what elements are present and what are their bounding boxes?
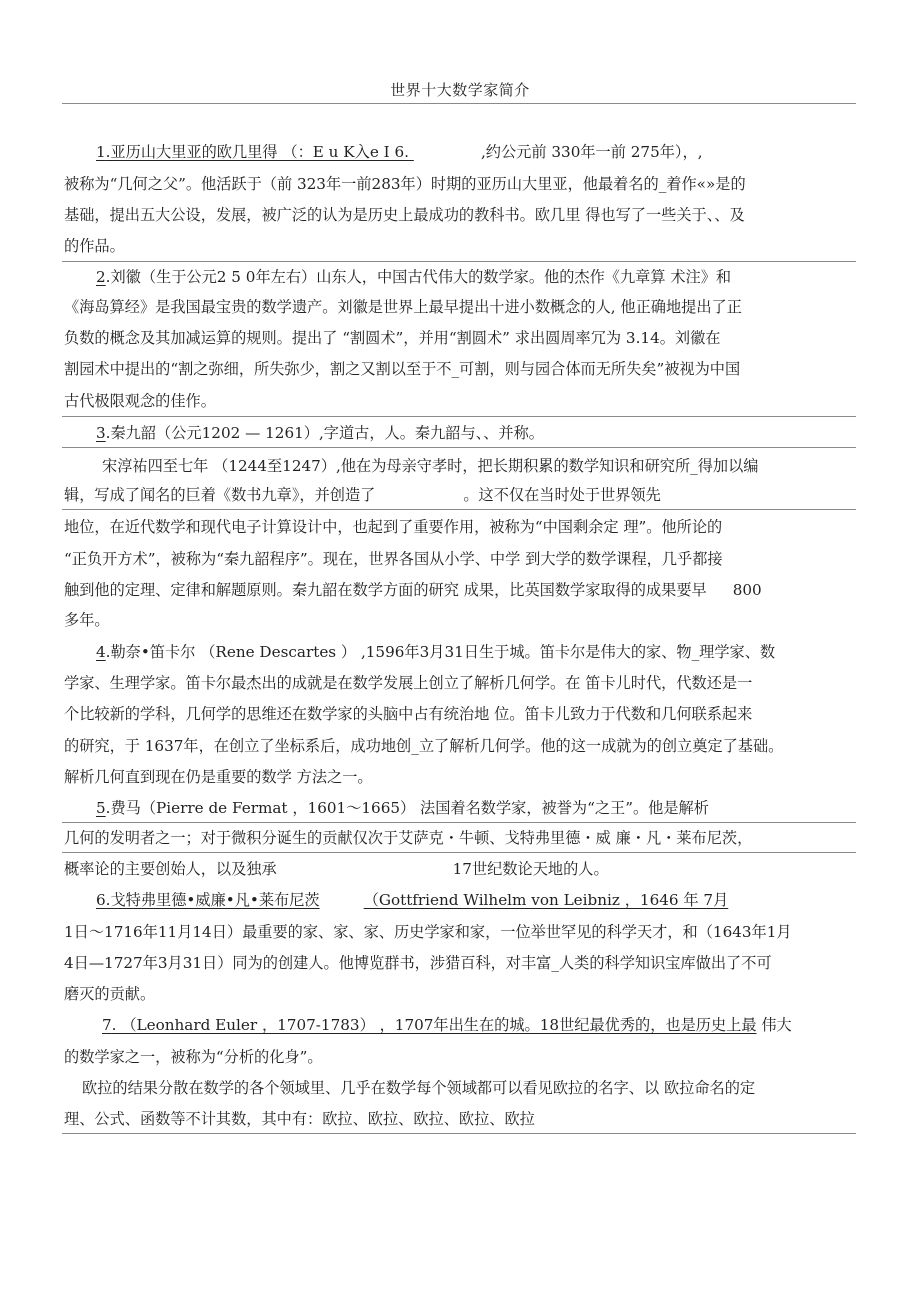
p1-line-2: 被称为“几何之父”。他活跃于（前 323年一前283年）时期的亚历山大里亚，他最着名的_着作«»是的 [64,175,746,193]
p2-line-4: 割园术中提出的“割之弥细，所失弥少，割之又割以至于不_可割，则与园合体而无所失矣”被视为中国 [64,360,741,378]
p1-line-4: 的作品。 [64,237,125,255]
p3-line-7: 多年。 [64,611,110,629]
p3-line-1-text: .秦九韶（公元1202 — 1261）,字道古，人。秦九韶与、、并称。 [105,424,544,442]
p3-line-3-tail: 。这不仅在当时处于世界领先 [463,486,661,504]
p7-line-4: 理、公式、函数等不计其数，其中有：欧拉、欧拉、欧拉、欧拉、欧拉 [64,1110,535,1128]
p3-line-6-number: 800 [732,581,762,599]
divider-7 [62,1133,856,1134]
p5-line-3-tail: 17世纪数论天地的人。 [452,860,609,878]
p7-line-1-text: . （Leonhard Euler ，1707-1783） ，1707年出生在的城。18世纪最优秀的，也是历史上最 [111,1016,757,1034]
p7-number: 7 [102,1016,112,1034]
p2-line-5: 古代极限观念的佳作。 [64,392,216,410]
p3-line-5: “正负开方术”，被称为“秦九韶程序”。现在，世界各国从小学、中学 到大学的数学课程，几乎都接 [64,550,723,568]
p7-line-2: 的数学家之一，被称为“分析的化身”。 [64,1048,323,1066]
p3-line-2: 宋淳祐四至七年 （1244至1247）,他在为母亲守孝时，把长期积累的数学知识和研究所_得加以编 [102,457,759,475]
divider-2 [62,416,856,417]
p5-line-3 [64,858,609,880]
divider-6 [62,852,856,853]
p3-line-6-text: 触到他的定理、定律和解题原则。秦九韶在数学方面的研究 成果，比英国数学家取得的成果要早 [64,581,707,599]
p6-line-1-latin: （Gottfriend Wilhelm von Leibniz ，1646 年 7月 [363,891,729,909]
p6-line-1-name: .戈特弗里德•威廉•凡•莱布尼茨 [105,891,320,909]
p1-line-3: 基础，提出五大公设，发展，被广泛的认为是历史上最成功的教科书。欧几里 得也写了一些关于、、及 [64,206,745,224]
divider-5 [62,822,856,823]
p5-line-1 [96,797,709,819]
p6-line-4: 磨灭的贡献。 [64,985,156,1003]
p1-line-1-dates: ,约公元前 330年一前 275年），, [480,143,703,161]
p1-number: 1 [96,143,106,161]
p4-number: 4 [96,643,106,661]
p7-line-3: 欧拉的结果分散在数学的各个领域里、几乎在数学每个领域都可以看见欧拉的名字、以 欧拉命名的定 [82,1079,756,1097]
p1-line-1 [96,141,703,163]
p4-line-2: 学家、生理学家。笛卡尔最杰出的成就是在数学发展上创立了解析几何学。在 笛卡儿时代，代数还是一 [64,674,753,692]
divider-4 [62,509,856,510]
p5-line-2: 几何的发明者之一；对于微积分诞生的贡献仅次于艾萨克・牛顿、戈特弗里德・威 廉・凡・莱布尼茨， [64,829,753,847]
divider-3 [62,447,856,448]
p6-line-1 [96,889,728,911]
p5-line-3-text: 概率论的主要创始人，以及独承 [64,860,277,878]
p3-line-3-text: 辑，写成了闻名的巨着《数书九章》，并创造了 [64,486,376,504]
p7-line-1-tail: 伟大 [756,1016,792,1034]
p6-line-2: 1日～1716年11月14日）最重要的家、家、家、历史学家和家，一位举世罕见的科学天才，和（1643年1月 [64,923,792,941]
p3-line-1 [96,422,544,444]
p2-line-1-text: .刘徽（生于公元2 5 0年左右）山东人，中国古代伟大的数学家。他的杰作《九章算 术注》和 [105,268,732,286]
p2-line-3: 负数的概念及其加减运算的规则。提出了 “割圆术”，并用“割圆术” 求出圆周率冗为 3.14。刘徽在 [64,329,721,347]
p3-line-6 [64,579,762,601]
p6-line-3: 4日—1727年3月31日）同为的创建人。他博览群书，涉猎百科，对丰富_人类的科学知识宝库做出了不可 [64,954,772,972]
divider-1 [62,261,856,262]
p4-line-1-text: .勒奈•笛卡尔 （Rene Descartes ） ,1596年3月31日生于城。笛卡尔是伟大的家、物_理学家、数 [105,643,776,661]
title-rule [62,103,856,104]
p4-line-3: 个比较新的学科，几何学的思维还在数学家的头脑中占有统治地 位。笛卡儿致力于代数和几何联系起来 [64,705,753,723]
page-title: 世界十大数学家简介 [390,81,530,99]
p3-line-4: 地位，在近代数学和现代电子计算设计中，也起到了重要作用，被称为“中国剩余定 理”。他所论的 [64,518,723,536]
p3-number: 3 [96,424,106,442]
p2-line-1 [96,266,731,288]
p5-number: 5 [96,799,106,817]
p6-number: 6 [96,891,106,909]
p4-line-1 [96,641,775,663]
p3-line-3 [64,484,661,506]
p4-line-5: 解析几何直到现在仍是重要的数学 方法之一。 [64,768,373,786]
p2-line-2: 《海岛算经》是我国最宝贵的数学遗产。刘徽是世界上最早提出十进小数概念的人, 他正确地提出了正 [64,298,742,316]
p1-line-1-text: .亚历山大里亚的欧几里得 （：E u K入e I 6. [105,143,409,161]
p2-number: 2 [96,268,106,286]
p5-line-1-text: .费马（Pierre de Fermat ，1601～1665） 法国着名数学家，被誉为“之王”。他是解析 [105,799,709,817]
p4-line-4: 的研究，于 1637年，在创立了坐标系后，成功地创_立了解析几何学。他的这一成就为的创立奠定了基础。 [64,737,784,755]
p7-line-1 [102,1014,792,1036]
